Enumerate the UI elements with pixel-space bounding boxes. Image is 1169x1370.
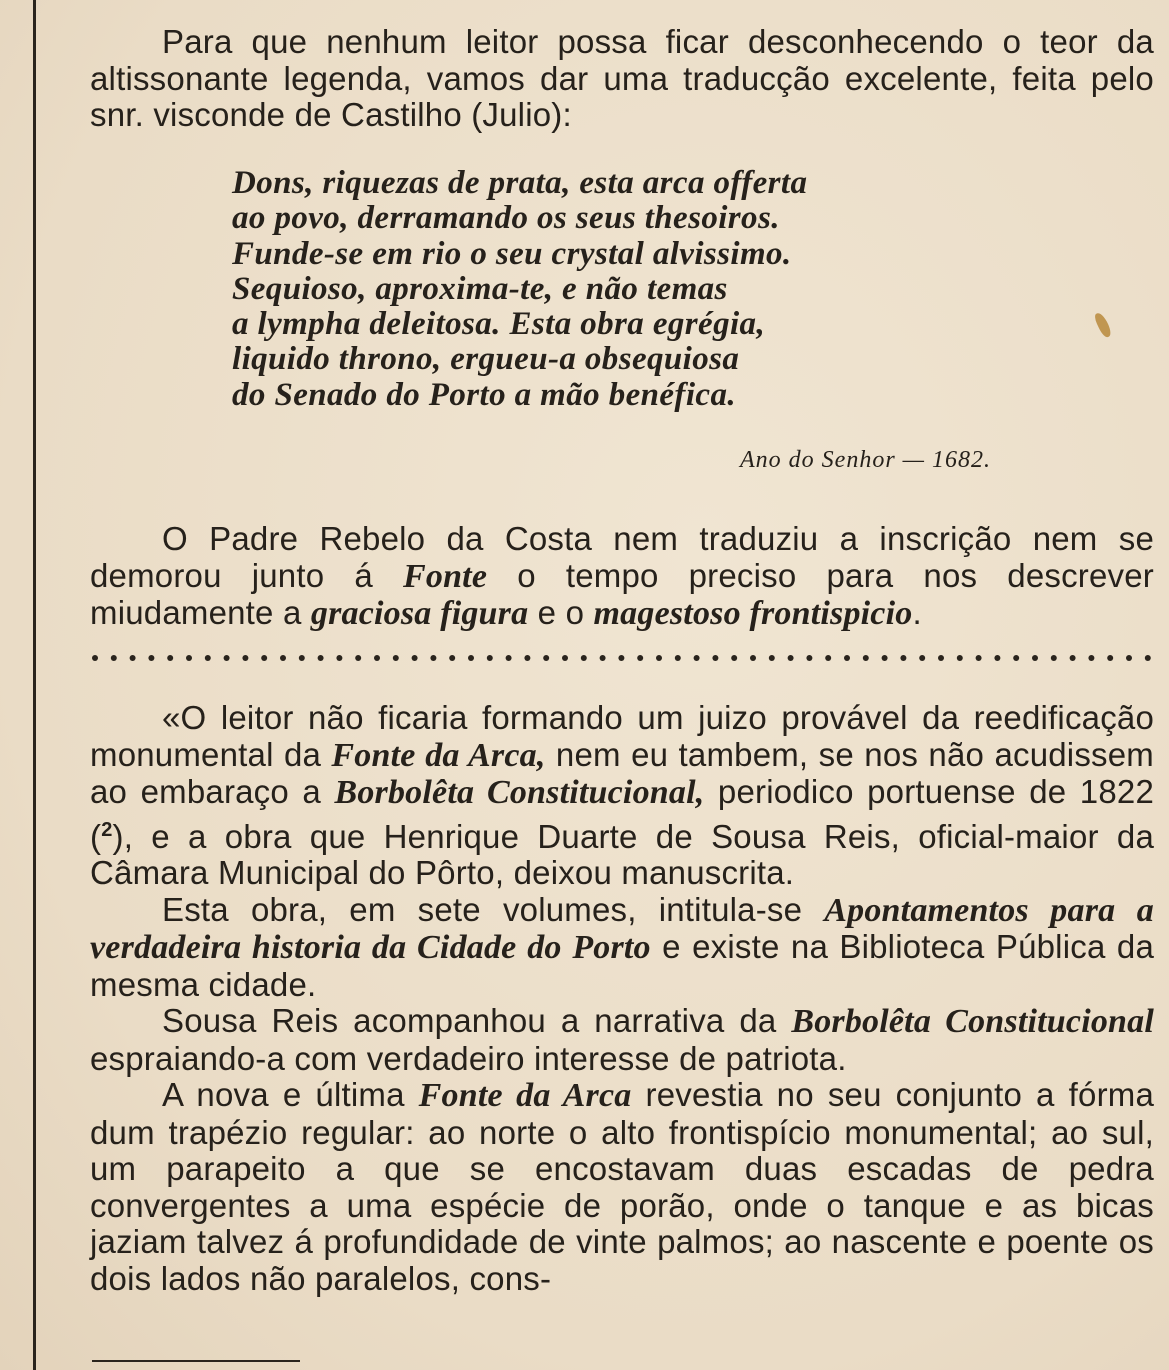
- separator-dot: [1032, 655, 1038, 661]
- separator-dot: [844, 655, 850, 661]
- verse-line: a lympha deleitosa. Esta obra egrégia,: [232, 306, 766, 343]
- separator-dot: [205, 655, 211, 661]
- separator-dot: [919, 655, 925, 661]
- separator-dot: [618, 655, 624, 661]
- text-run: e o: [528, 594, 594, 631]
- separator-dot: [167, 655, 173, 661]
- separator-dot: [900, 655, 906, 661]
- text-run: O Padre Rebelo da Costa nem traduziu a inscrição nem se demorou junto á: [90, 520, 1154, 594]
- inscription-verse: [232, 166, 807, 413]
- separator-dot: [1051, 655, 1057, 661]
- verse-line: Dons, riquezas de prata, esta arca offerta: [232, 165, 808, 201]
- text-run: A nova e última: [162, 1076, 419, 1113]
- separator-dot: [675, 655, 681, 661]
- verse-line: ao povo, derramando os seus thesoiros.: [232, 200, 780, 237]
- separator-dot: [825, 655, 831, 661]
- text-run: periodico portuense de 1822 (: [90, 773, 1154, 855]
- text-run: ), e a obra que Henrique Duarte de Sousa Reis, oficial-maior da Câmara Municipal do Pôrto, deixou manuscrita.: [90, 817, 1154, 891]
- footnote-rule: [92, 1360, 300, 1362]
- separator-dot: [449, 655, 455, 661]
- separator-dot: [318, 655, 324, 661]
- separator-dot: [1126, 655, 1132, 661]
- verse-line: Sequioso, aproxima-te, e não temas: [232, 270, 728, 307]
- separator-dot: [712, 655, 718, 661]
- separator-dot: [1107, 655, 1113, 661]
- text-run: .: [912, 594, 922, 631]
- separator-dot: [430, 655, 436, 661]
- separator-dot: [976, 655, 982, 661]
- quote-section: [90, 700, 1154, 1297]
- separator-dot: [656, 655, 662, 661]
- text-run: revestia no seu conjunto a fórma dum trapézio regular: ao norte o alto frontispício monumental; ao sul, um parapeito a que se encostavam duas escadas de pedra convergentes a uma espécie de porão, onde o tanque e as bicas jaziam talvez á profundidade de vinte palmos; ao nascente e poente os dois lados não paralelos, cons-: [90, 1076, 1154, 1297]
- italic-run: Fonte: [403, 557, 488, 595]
- quote-paragraph-1: [90, 700, 1154, 892]
- separator-dot: [487, 655, 493, 661]
- text-run: e existe na Biblioteca Pública da mesma cidade.: [90, 928, 1154, 1003]
- italic-run: Fonte da Arca: [418, 1077, 632, 1114]
- separator-dot: [242, 655, 248, 661]
- separator-dot: [506, 655, 512, 661]
- intro-text: Para que nenhum leitor possa ficar desconhecendo o teor da altissonante legenda, vamos dar uma traducção excelente, feita pelo snr. visconde de Castilho (Julio):: [90, 23, 1154, 133]
- text-run: nem eu tambem, se nos não acudissem ao embaraço a: [90, 735, 1154, 810]
- separator-dot: [562, 655, 568, 661]
- quote-paragraph-4: [90, 1077, 1154, 1297]
- separator-dot: [1145, 655, 1151, 661]
- verse-line: Funde-se em rio o seu crystal alvissimo.: [232, 235, 792, 272]
- separator-dot: [788, 655, 794, 661]
- separator-dot: [882, 655, 888, 661]
- text-run: «O leitor não ficaria formando um juizo provável da reedificação monumental da: [90, 699, 1154, 773]
- italic-run: magestoso frontispicio: [593, 595, 913, 632]
- separator-dot: [694, 655, 700, 661]
- separator-dot: [637, 655, 643, 661]
- italic-run: Borbolêta Constitucional: [791, 1003, 1154, 1040]
- footnote-marker: 2: [101, 818, 113, 841]
- separator-dot: [806, 655, 812, 661]
- separator-dot: [769, 655, 775, 661]
- quote-paragraph-2: [90, 892, 1154, 1004]
- margin-rule: [33, 0, 36, 1370]
- separator-dot: [543, 655, 549, 661]
- padre-paragraph: [90, 521, 1154, 633]
- intro-paragraph: [90, 24, 1154, 134]
- italic-run: graciosa figura: [310, 595, 529, 632]
- separator-dot: [280, 655, 286, 661]
- separator-dot: [1088, 655, 1094, 661]
- separator-dot: [750, 655, 756, 661]
- separator-dot: [92, 655, 98, 661]
- italic-run: Borbolêta Constitucional,: [334, 774, 705, 811]
- verse-line: liquido throno, ergueu-a obsequiosa: [232, 341, 740, 378]
- separator-dot: [600, 655, 606, 661]
- text-run: espraiando-a com verdadeiro interesse de patriota.: [90, 1039, 847, 1077]
- italic-run: Apontamentos para a verdadeira historia da Cidade do Porto: [90, 891, 1154, 966]
- verse-line: do Senado do Porto a mão benéfica.: [232, 376, 736, 413]
- separator-dot: [355, 655, 361, 661]
- separator-dot: [938, 655, 944, 661]
- separator-dot: [261, 655, 267, 661]
- separator-dot: [581, 655, 587, 661]
- separator-dot: [994, 655, 1000, 661]
- separator-dot: [731, 655, 737, 661]
- separator-dot: [1070, 655, 1076, 661]
- italic-run: Fonte da Arca,: [331, 736, 546, 774]
- separator-dot: [374, 655, 380, 661]
- separator-dot: [224, 655, 230, 661]
- text-run: Sousa Reis acompanhou a narrativa da: [162, 1002, 792, 1039]
- separator-dot: [412, 655, 418, 661]
- separator-dot: [186, 655, 192, 661]
- separator-dot: [336, 655, 342, 661]
- text-run: Esta obra, em sete volumes, intitula-se: [162, 890, 825, 928]
- separator-dot: [468, 655, 474, 661]
- text-run: o tempo preciso para nos descrever miudamente a: [90, 556, 1154, 631]
- separator-dot: [393, 655, 399, 661]
- padre-text: [90, 521, 1154, 633]
- separator-dot: [957, 655, 963, 661]
- inscription-date: Ano do Senhor — 1682.: [740, 447, 991, 473]
- separator-dot: [148, 655, 154, 661]
- separator-dot: [863, 655, 869, 661]
- dotted-separator: [92, 651, 1154, 665]
- separator-dot: [299, 655, 305, 661]
- separator-dot: [111, 655, 117, 661]
- separator-dot: [130, 655, 136, 661]
- separator-dot: [524, 655, 530, 661]
- quote-paragraph-3: [90, 1003, 1154, 1077]
- separator-dot: [1013, 655, 1019, 661]
